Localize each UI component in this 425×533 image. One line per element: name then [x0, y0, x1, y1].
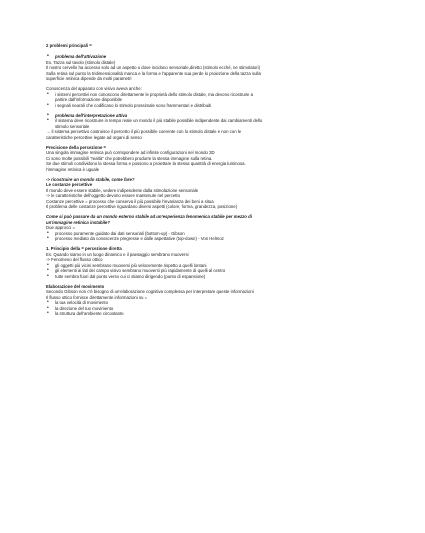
paragraph-line: Es. Quando siamo in un luogo dinamico e il paesaggio sembrano muoversi: [46, 251, 189, 257]
section-heading-precision: Precisione della percezione =: [46, 144, 107, 150]
bullet-item: • la struttura dell'ambiente circostante: [46, 311, 391, 317]
paragraph-line: Ci sono molte possibili "realtà" che potrebbero produrre la stessa immagine sulla retina.: [46, 155, 213, 161]
bullet-item: • i segnali neurali che codificano lo stimolo prossimale sono frammentari e distribuiti: [46, 103, 391, 109]
bullet-item: • gli elementi ai lati dei campo visivo sembrano muoversi più rapidamente di quelli al centro: [46, 268, 391, 274]
paragraph-line: Due approcci =: [46, 225, 76, 230]
question-line: un'immagine retinica instabile?: [46, 219, 111, 225]
paragraph-line: Sulla retina sul punto la tridimensionalità manca e la forma e l'apparente sua perde lo proiezione della tazza sulla: [46, 70, 261, 76]
paragraph-line: -> le caratteristiche dell'oggetto devono essere mantenute nel percetto: [46, 193, 180, 198]
document-title: 2 problemi principali =: [46, 43, 92, 48]
paragraph-line: Conoscenza del apparato con visivo aveva anche:: [46, 86, 142, 91]
bullet-continuation: partire dall'informazione disponibile: [55, 97, 122, 102]
section-heading-stable-world: -> ricostruire un mondo stabile, come fare?: [46, 176, 135, 182]
paragraph-line: l'immagine retinica è uguale: [46, 166, 100, 172]
paragraph-line: Il problema delle costanze percettive riguardano diversi aspetti (colore, forma, grandezza, posizione): [46, 204, 238, 209]
bullet-continuation: stimolo sensoriale: [55, 123, 90, 129]
paragraph-line: -> Fenomeno del flusso ottico: [46, 257, 103, 262]
paragraph-line: superficie retinica dipende da molti parametri: [46, 76, 132, 81]
paragraph-line: Il nostro cervello ha accesso solo ad un aspetto o dove incidono sensoriale,diretto (stimolo ecchè, ne stimolatori): [46, 65, 261, 70]
paragraph-line: Costanze percettive = processo che conserva il più possibile l'invarianza dei beni a situa: [46, 198, 214, 204]
bullet-item: • il sistema deve ricostruire in tempo reale un mondo il più stabile possibile indipendente dai cambiamenti dello: [46, 118, 391, 124]
paragraph-line: → il sistema percettivo costruisce il percetto il più possibile coerente con lo stimolo distale e non con le: [46, 129, 242, 134]
paragraph-line: Secondo Gibson non c'è bisogno di un'elaborazione cognitiva complessa per interpretare queste informazioni: [46, 289, 254, 294]
bullet-item: • la tua velocità di movimento: [46, 300, 391, 306]
paragraph-line: caratteristiche percettive legate ad organi di senso: [46, 134, 142, 140]
section-heading-direct-perception: 1. Principio della = percezione diretta: [46, 246, 122, 251]
paragraph-line: Il flusso ottico fornisce direttamente informazioni su =: [46, 294, 148, 300]
section-heading-motion: Elaborazione del movimento: [46, 283, 105, 289]
paragraph-line: Se due stimoli condividono la stessa forma e possono a proiettare la stessa quantità di energia luminosa.: [46, 161, 246, 166]
bullet-item: • gli oggetti più vicini sembrano muoversi più velocemente rispetto a quelli lontani: [46, 263, 391, 269]
paragraph-line: Il mondo deve essere stabile, vedere indipendente dalla stimolazione sensoriale: [46, 187, 199, 193]
bullet-item: • processo mediato da conoscenze pregresse e dalle aspettative (top-down) - Von Helmoz: [46, 236, 391, 242]
paragraph-line: Es. Tazza sul tavolo (stimolo distale): [46, 59, 116, 65]
bullet-item: • processo puramente guidato dai dati sensoriali (bottom-up) - Gibson: [46, 231, 391, 237]
bullet-item: • tutte sembra fuori dal punto verso cui ci stiamo dirigendo (punto di espansione): [46, 274, 391, 280]
bullet-item: • i sistemi percettivi non conoscono direttamente le proprietà dello stimolo distale, ma devono ricostruire a: [46, 92, 391, 98]
section-heading-activation: • problema dell'attivazione: [46, 54, 391, 60]
document-page: [46, 43, 391, 317]
subheading-constancies: Le costanze percettive: [46, 182, 93, 187]
section-heading-interpretation: • problema dell'interpretazione attiva: [46, 113, 391, 119]
question-line: Come si può passare da un mondo esterno stabile ad un'esperienza fenomenica stabile per mezzo di: [46, 214, 252, 219]
paragraph-line: Una singola immagine retinica può corrispondere ad infinite configurazioni nel mondo 3D: [46, 150, 215, 155]
bullet-item: • la direzione del tuo movimento: [46, 306, 391, 312]
